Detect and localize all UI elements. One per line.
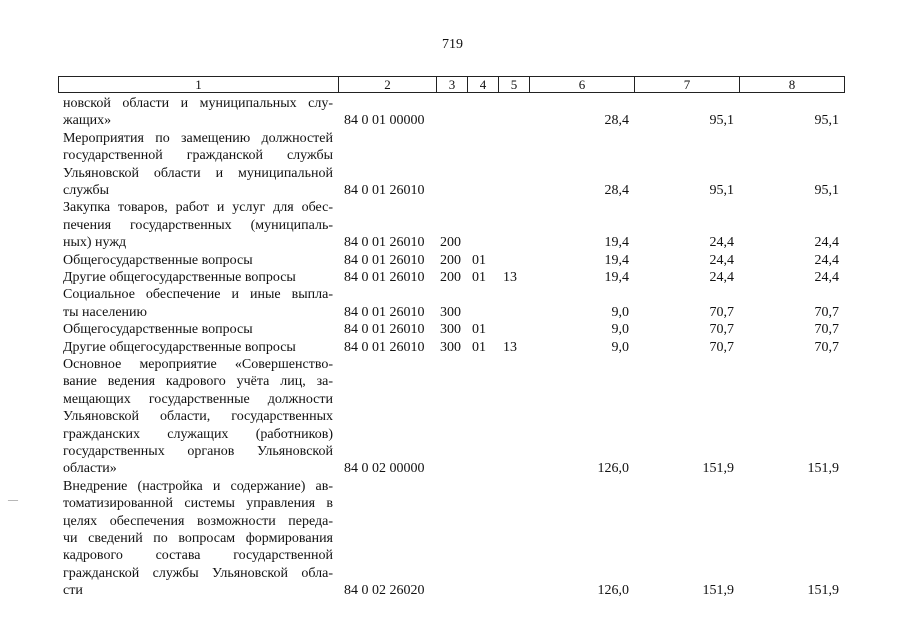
row-description [63,321,333,338]
row-description [63,252,333,269]
cell-amount-col7: 24,4 [709,270,734,285]
cell-amount-col6: 9,0 [611,339,629,355]
column-header-2: 2 [339,77,437,93]
description-line: гражданских служащих (работников) [63,426,333,442]
cell-code: 84 0 01 26010 [344,252,425,268]
cell-expense-type: 300 [440,339,461,355]
cell-amount-col7: 70,7 [709,304,734,320]
table-row [0,130,905,200]
cell-amount-col6: 19,4 [604,270,629,285]
cell-code: 84 0 01 26010 [344,339,425,355]
column-header-6: 6 [530,77,635,93]
cell-amount-col6: 28,4 [604,113,629,129]
description-line: государственной гражданской службы [63,148,333,164]
description-line: службы [63,183,110,199]
cell-expense-type: 200 [440,270,461,285]
description-line: печения государственных (муниципаль- [63,217,333,233]
cell-amount-col8: 70,7 [814,339,839,355]
description-line: Общегосударственные вопросы [63,252,253,268]
column-header-5: 5 [499,77,530,93]
description-line: томатизированной системы управления в [63,496,333,512]
description-line: кадрового состава государственной [63,548,333,564]
description-line: мещающих государственные должности [63,391,333,407]
cell-expense-type: 200 [440,235,461,251]
column-header-row [58,76,845,93]
row-description [63,95,333,130]
scan-mark: — [8,495,18,506]
description-line: вание ведения кадрового учёта лиц, за- [63,374,333,390]
row-description [63,269,333,286]
description-line: Закупка товаров, работ и услуг для обес- [63,200,333,216]
cell-code: 84 0 01 26010 [344,235,425,251]
cell-amount-col8: 151,9 [807,583,839,599]
cell-amount-col6: 19,4 [604,235,629,251]
cell-subsection: 13 [503,270,517,285]
cell-subsection: 13 [503,339,517,355]
cell-amount-col8: 70,7 [814,322,839,338]
cell-expense-type: 300 [440,322,461,338]
cell-amount-col8: 95,1 [814,113,839,129]
cell-amount-col7: 151,9 [702,583,734,599]
cell-amount-col7: 24,4 [709,235,734,251]
cell-amount-col8: 24,4 [814,235,839,251]
cell-amount-col8: 24,4 [814,270,839,285]
row-description [63,199,333,251]
cell-amount-col8: 24,4 [814,252,839,268]
cell-amount-col6: 9,0 [611,322,629,338]
cell-amount-col7: 70,7 [709,339,734,355]
description-line: области» [63,461,117,477]
cell-amount-col6: 9,0 [611,304,629,320]
page-number: 719 [442,37,463,52]
description-line: Другие общегосударственные вопросы [63,270,296,285]
column-header-8: 8 [740,77,845,93]
description-line: ты населению [63,304,147,320]
cell-code: 84 0 02 26020 [344,583,425,599]
cell-amount-col8: 70,7 [814,304,839,320]
table-row [0,199,905,251]
cell-code: 84 0 01 26010 [344,182,425,198]
cell-section: 01 [472,252,486,268]
cell-code: 84 0 01 26010 [344,304,425,320]
cell-amount-col6: 126,0 [597,461,629,477]
description-line: Мероприятия по замещению должностей [63,130,333,146]
description-line: Общегосударственные вопросы [63,322,253,338]
cell-amount-col6: 126,0 [597,583,629,599]
column-header-1: 1 [59,77,339,93]
cell-expense-type: 200 [440,252,461,268]
cell-amount-col6: 19,4 [604,252,629,268]
table-row [0,478,905,600]
cell-code: 84 0 01 00000 [344,113,425,129]
description-line: Внедрение (настройка и содержание) ав- [63,478,333,494]
row-description [63,130,333,200]
column-header-3: 3 [437,77,468,93]
description-line: целях обеспечения возможности переда- [63,513,333,529]
cell-section: 01 [472,339,486,355]
description-line: чи сведений по вопросам формирования [63,531,333,547]
row-description [63,356,333,478]
table-row [0,95,905,130]
description-line: Основное мероприятие «Совершенство- [63,357,333,372]
table-row [0,286,905,321]
table-row [0,269,905,286]
cell-amount-col8: 151,9 [807,461,839,477]
description-line: Другие общегосударственные вопросы [63,339,296,355]
cell-section: 01 [472,270,486,285]
description-line: ных) нужд [63,235,127,251]
row-description [63,286,333,321]
cell-amount-col7: 70,7 [709,322,734,338]
description-line: гражданской службы Ульяновской обла- [63,565,333,581]
row-description [63,339,333,356]
row-description [63,478,333,600]
table-row [0,252,905,269]
description-line: государственных органов Ульяновской [63,444,333,460]
table-row [0,321,905,338]
cell-amount-col7: 95,1 [709,182,734,198]
cell-amount-col7: 24,4 [709,252,734,268]
description-line: новской области и муниципальных слу- [63,96,333,111]
cell-code: 84 0 02 00000 [344,461,425,477]
column-header-4: 4 [468,77,499,93]
column-header-7: 7 [635,77,740,93]
description-line: Социальное обеспечение и иные выпла- [63,287,333,303]
table-row [0,356,905,478]
cell-code: 84 0 01 26010 [344,270,425,285]
table-row [0,339,905,356]
cell-expense-type: 300 [440,304,461,320]
description-line: жащих» [63,113,112,129]
cell-amount-col8: 95,1 [814,182,839,198]
description-line: Ульяновской области и муниципальной [63,165,333,181]
cell-amount-col7: 95,1 [709,113,734,129]
cell-amount-col7: 151,9 [702,461,734,477]
cell-section: 01 [472,322,486,338]
cell-amount-col6: 28,4 [604,182,629,198]
cell-code: 84 0 01 26010 [344,322,425,338]
description-line: Ульяновской области, государственных [63,409,333,425]
description-line: сти [63,583,83,599]
